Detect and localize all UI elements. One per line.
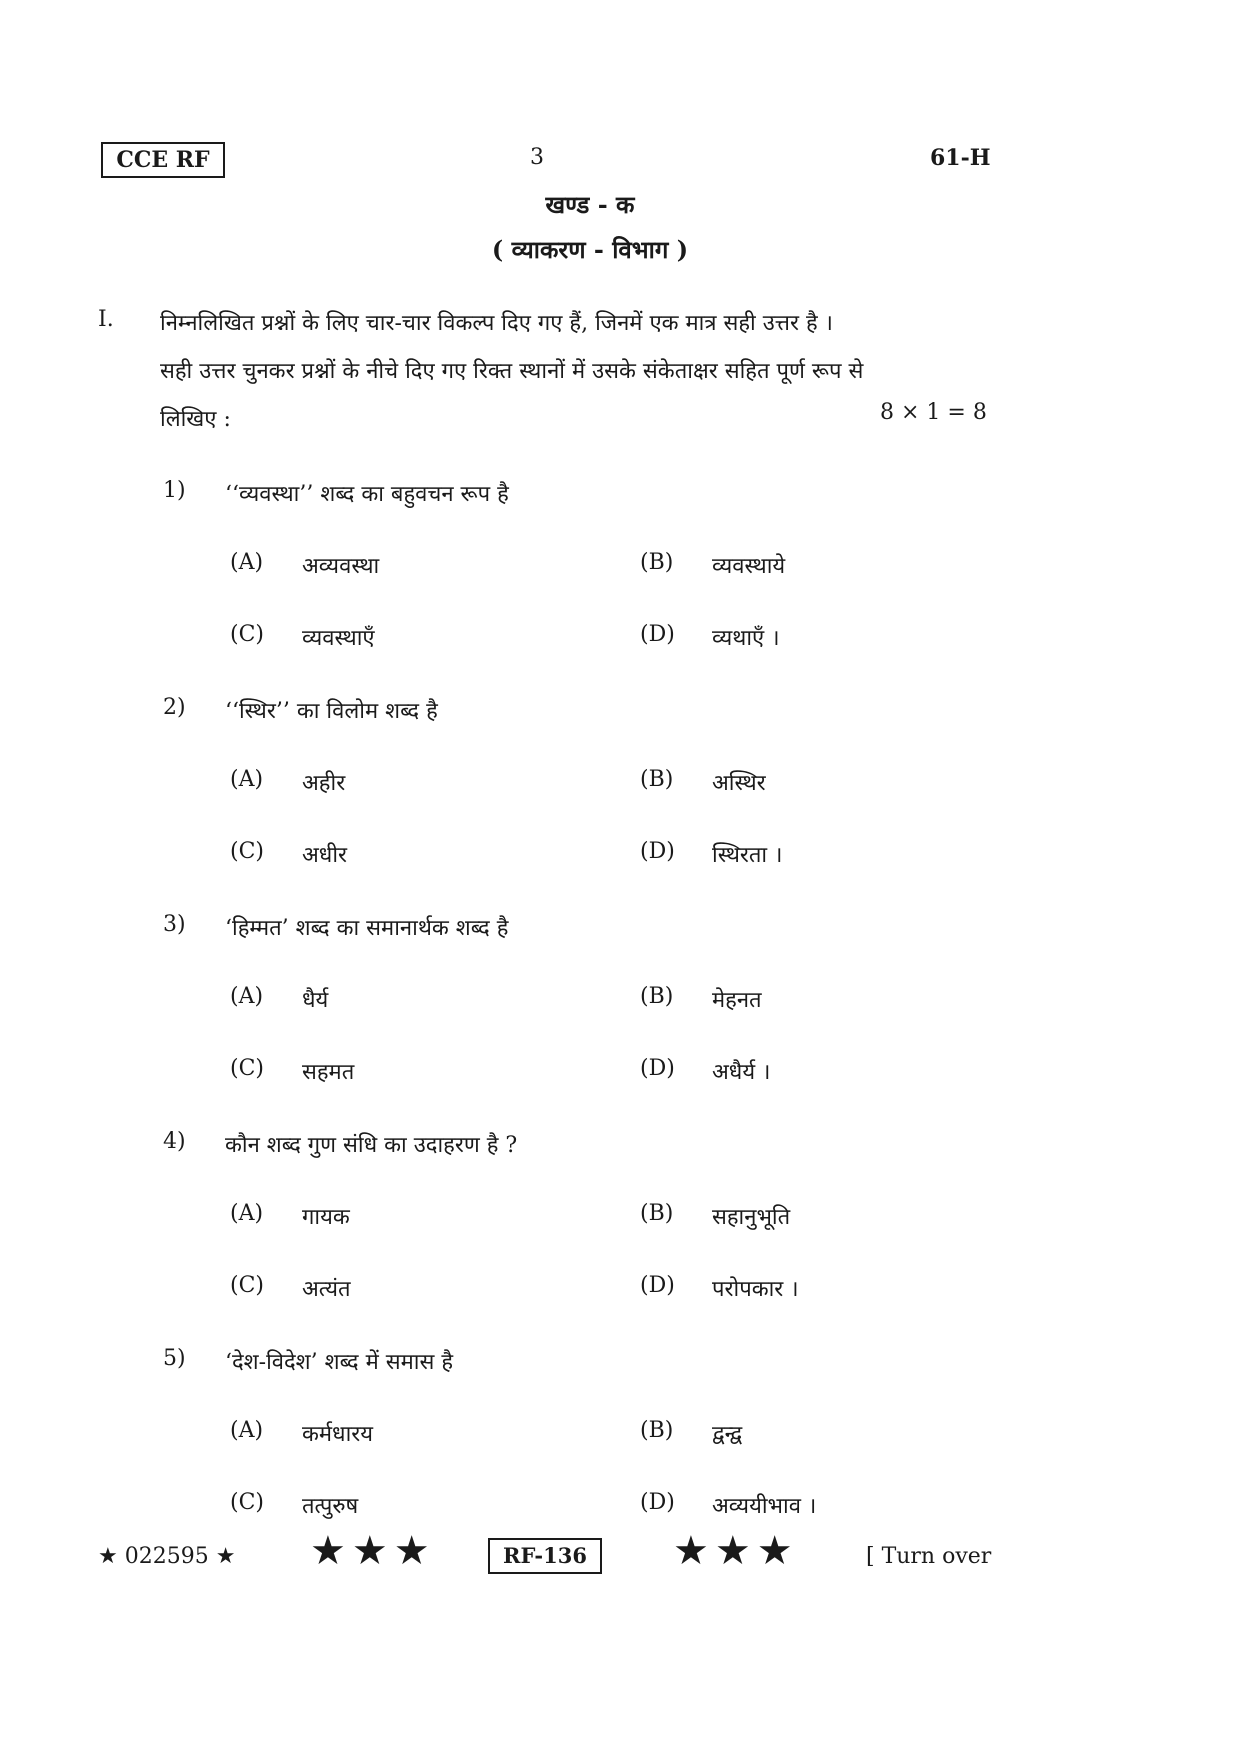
option-label: (C): [230, 1273, 264, 1298]
section-subtitle: ( व्याकरण - विभाग ): [491, 235, 689, 264]
option-text: अव्यवस्था: [302, 554, 380, 579]
option-label: (A): [230, 767, 264, 792]
option-text: व्यथाएँ ।: [712, 626, 780, 651]
question-number: 1): [163, 478, 186, 503]
stars-left: ★★★: [310, 1528, 436, 1574]
option-label: (B): [640, 767, 674, 792]
instruction-line-1: निम्नलिखित प्रश्नों के लिए चार-चार विकल्प दिए गए हैं, जिनमें एक मात्र सही उत्तर है ।: [160, 311, 833, 336]
option-text: स्थिरता ।: [712, 843, 783, 868]
option-label: (C): [230, 839, 264, 864]
option-label: (B): [640, 1418, 674, 1443]
question-number: 2): [163, 695, 186, 720]
option-text: सहानुभूति: [712, 1205, 791, 1230]
option-label: (B): [640, 984, 674, 1009]
option-text: अत्यंत: [302, 1277, 351, 1302]
instruction-number: I.: [98, 307, 114, 332]
question-number: 3): [163, 912, 186, 937]
question-number: 4): [163, 1129, 186, 1154]
option-text: व्यवस्थाएँ: [302, 626, 375, 651]
section-title: खण्ड - क: [545, 190, 635, 219]
option-label: (A): [230, 1201, 264, 1226]
option-label: (C): [230, 1490, 264, 1515]
instruction-line-2: सही उत्तर चुनकर प्रश्नों के नीचे दिए गए रिक्त स्थानों में उसके संकेताक्षर सहित पूर्ण रूप से: [160, 359, 864, 384]
option-text: अधीर: [302, 843, 348, 868]
option-label: (D): [640, 1273, 675, 1298]
option-text: परोपकार ।: [712, 1277, 799, 1302]
option-label: (C): [230, 622, 264, 647]
option-text: कर्मधारय: [302, 1422, 374, 1447]
option-text: मेहनत: [712, 988, 762, 1013]
option-text: गायक: [302, 1205, 350, 1230]
option-text: अधैर्य ।: [712, 1060, 771, 1085]
instruction-line-3: लिखिए :: [160, 407, 231, 432]
option-text: व्यवस्थाये: [712, 554, 786, 579]
serial-number: ★ 022595 ★: [98, 1544, 236, 1569]
question-text: ‘देश-विदेश’ शब्द में समास है: [225, 1350, 454, 1375]
option-label: (A): [230, 1418, 264, 1443]
option-label: (D): [640, 1056, 675, 1081]
question-text: ‘‘स्थिर’’ का विलोम शब्द है: [225, 699, 438, 724]
option-text: सहमत: [302, 1060, 355, 1085]
option-label: (B): [640, 1201, 674, 1226]
option-label: (D): [640, 622, 675, 647]
question-text: कौन शब्द गुण संधि का उदाहरण है ?: [225, 1133, 518, 1158]
stars-right: ★★★: [673, 1528, 799, 1574]
option-label: (D): [640, 1490, 675, 1515]
marks-scheme: 8 × 1 = 8: [880, 400, 987, 425]
option-label: (A): [230, 550, 264, 575]
option-text: अहीर: [302, 771, 346, 796]
page-number: 3: [530, 145, 544, 170]
turn-over-note: [ Turn over: [866, 1544, 992, 1569]
option-text: तत्पुरुष: [302, 1494, 359, 1519]
booklet-code-box: RF-136: [488, 1538, 602, 1574]
question-text: ‘हिम्मत’ शब्द का समानार्थक शब्द है: [225, 916, 509, 941]
question-text: ‘‘व्यवस्था’’ शब्द का बहुवचन रूप है: [225, 482, 509, 507]
option-text: द्वन्द्व: [712, 1422, 743, 1447]
left-code-box: CCE RF: [101, 142, 225, 178]
option-text: अस्थिर: [712, 771, 766, 796]
option-text: धैर्य: [302, 988, 329, 1013]
option-label: (A): [230, 984, 264, 1009]
option-label: (C): [230, 1056, 264, 1081]
option-label: (B): [640, 550, 674, 575]
option-text: अव्ययीभाव ।: [712, 1494, 817, 1519]
paper-code: 61-H: [930, 145, 991, 171]
option-label: (D): [640, 839, 675, 864]
question-number: 5): [163, 1346, 186, 1371]
